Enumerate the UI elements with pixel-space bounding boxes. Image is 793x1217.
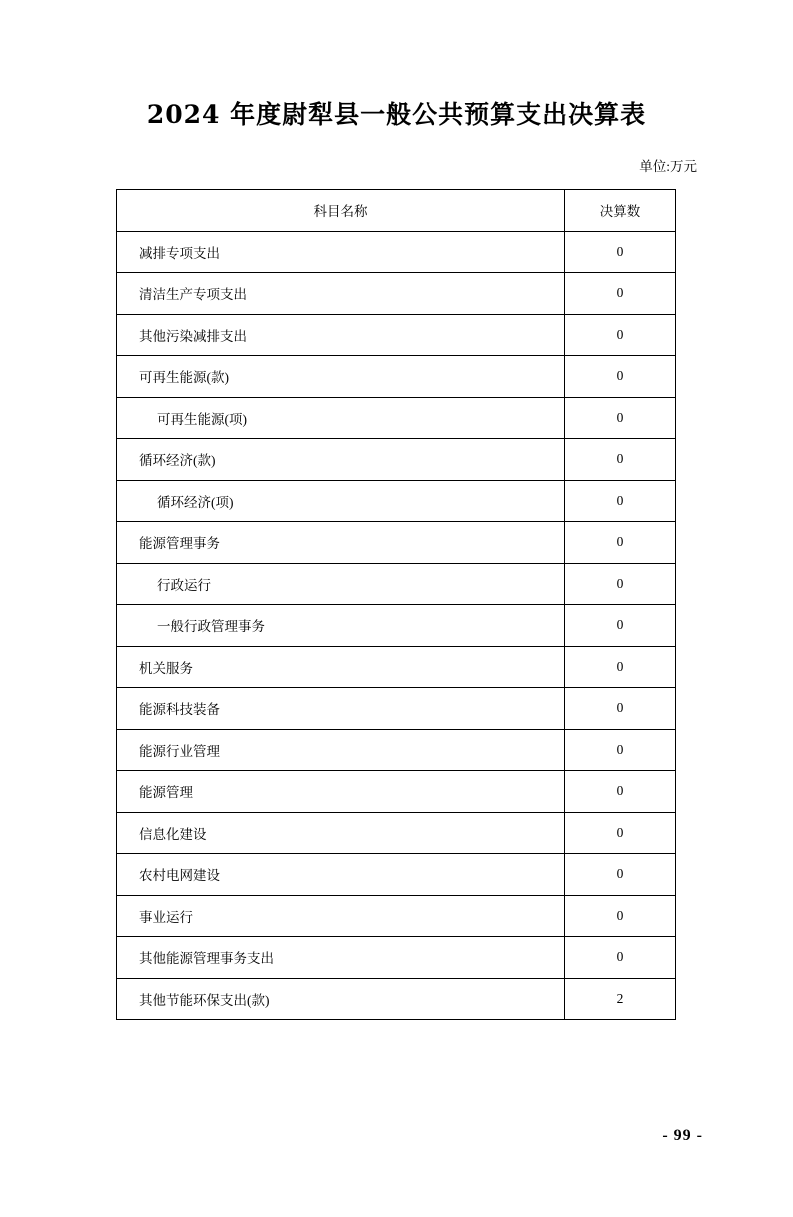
column-header-subject-name: 科目名称	[117, 190, 565, 232]
row-subject-name: 能源行业管理	[117, 729, 565, 771]
row-final-amount: 0	[565, 646, 676, 688]
row-subject-name: 农村电网建设	[117, 854, 565, 896]
table-row	[117, 978, 676, 1020]
table-row	[117, 480, 676, 522]
row-final-amount: 0	[565, 397, 676, 439]
row-final-amount: 2	[565, 978, 676, 1020]
table-row	[117, 439, 676, 481]
row-final-amount: 0	[565, 231, 676, 273]
table-row	[117, 895, 676, 937]
row-subject-name: 循环经济(项)	[117, 480, 565, 522]
row-final-amount: 0	[565, 356, 676, 398]
row-subject-name: 可再生能源(项)	[117, 397, 565, 439]
table-row	[117, 688, 676, 730]
page-number: - 99 -	[662, 1127, 703, 1144]
row-final-amount: 0	[565, 605, 676, 647]
unit-note: 单位:万元	[639, 159, 697, 174]
table-row	[117, 605, 676, 647]
row-final-amount: 0	[565, 771, 676, 813]
row-final-amount: 0	[565, 729, 676, 771]
table-row	[117, 646, 676, 688]
row-final-amount: 0	[565, 937, 676, 979]
budget-table	[116, 189, 676, 1020]
row-subject-name: 行政运行	[117, 563, 565, 605]
row-subject-name: 能源管理	[117, 771, 565, 813]
table-row	[117, 937, 676, 979]
row-final-amount: 0	[565, 522, 676, 564]
table-row	[117, 812, 676, 854]
row-final-amount: 0	[565, 895, 676, 937]
table-row	[117, 729, 676, 771]
table-row	[117, 273, 676, 315]
row-subject-name: 减排专项支出	[117, 231, 565, 273]
table-row	[117, 397, 676, 439]
table-row	[117, 563, 676, 605]
row-final-amount: 0	[565, 480, 676, 522]
row-final-amount: 0	[565, 563, 676, 605]
table-header-row	[117, 190, 676, 232]
table-row	[117, 771, 676, 813]
row-subject-name: 其他节能环保支出(款)	[117, 978, 565, 1020]
row-final-amount: 0	[565, 273, 676, 315]
row-subject-name: 信息化建设	[117, 812, 565, 854]
row-subject-name: 其他能源管理事务支出	[117, 937, 565, 979]
page-title: 2024 年度尉犁县一般公共预算支出决算表	[146, 100, 647, 129]
row-subject-name: 其他污染减排支出	[117, 314, 565, 356]
table-row	[117, 314, 676, 356]
row-final-amount: 0	[565, 314, 676, 356]
table-row	[117, 231, 676, 273]
row-subject-name: 循环经济(款)	[117, 439, 565, 481]
row-subject-name: 清洁生产专项支出	[117, 273, 565, 315]
row-final-amount: 0	[565, 812, 676, 854]
row-subject-name: 机关服务	[117, 646, 565, 688]
row-subject-name: 事业运行	[117, 895, 565, 937]
table-row	[117, 522, 676, 564]
row-subject-name: 能源科技装备	[117, 688, 565, 730]
table-row	[117, 854, 676, 896]
row-final-amount: 0	[565, 854, 676, 896]
row-subject-name: 一般行政管理事务	[117, 605, 565, 647]
row-subject-name: 能源管理事务	[117, 522, 565, 564]
document-page	[0, 95, 793, 1217]
row-final-amount: 0	[565, 439, 676, 481]
table-row	[117, 356, 676, 398]
column-header-final-amount: 决算数	[565, 190, 676, 232]
row-final-amount: 0	[565, 688, 676, 730]
table-body	[117, 231, 676, 1020]
row-subject-name: 可再生能源(款)	[117, 356, 565, 398]
